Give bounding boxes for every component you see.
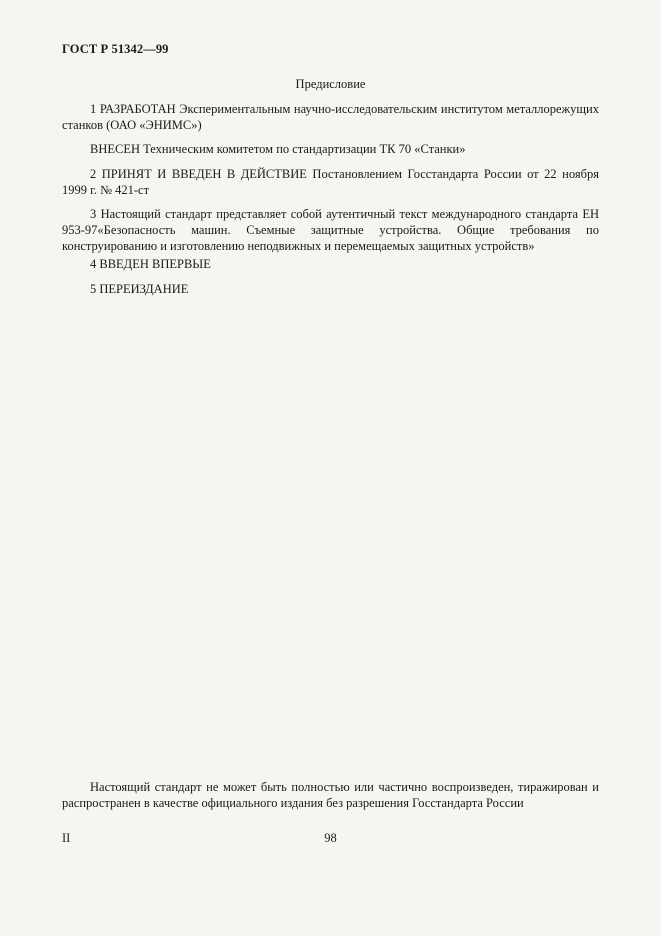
roman-page-number: II [62,831,71,845]
paragraph-first-introduced: 4 ВВЕДЕН ВПЕРВЫЕ [90,257,211,271]
paragraph-reissue: 5 ПЕРЕИЗДАНИЕ [90,282,189,296]
page-number: 98 [324,831,337,845]
document-code: ГОСТ Р 51342—99 [62,42,169,56]
paragraph-introduced: ВНЕСЕН Техническим комитетом по стандартизации ТК 70 «Станки» [90,142,466,156]
paragraph-authentic-text: 3 Настоящий стандарт представляет собой аутентичный текст международного стандарта ЕН 953-97«Безопасность машин. Съемные защитные устройства. Общие требования по конструированию и изготовлению неподвижных и перемещаемых защитных устройств» [62,207,599,253]
copyright-notice: Настоящий стандарт не может быть полностью или частично воспроизведен, тиражирован и распространен в качестве официального издания без разрешения Госстандарта России [62,780,599,810]
paragraph-developed: 1 РАЗРАБОТАН Экспериментальным научно-исследовательским институтом металлорежущих станков (ОАО «ЭНИМС») [62,102,599,132]
section-title: Предисловие [295,77,366,91]
paragraph-adopted: 2 ПРИНЯТ И ВВЕДЕН В ДЕЙСТВИЕ Постановлением Госстандарта России от 22 ноября 1999 г. № 421-ст [62,167,599,197]
